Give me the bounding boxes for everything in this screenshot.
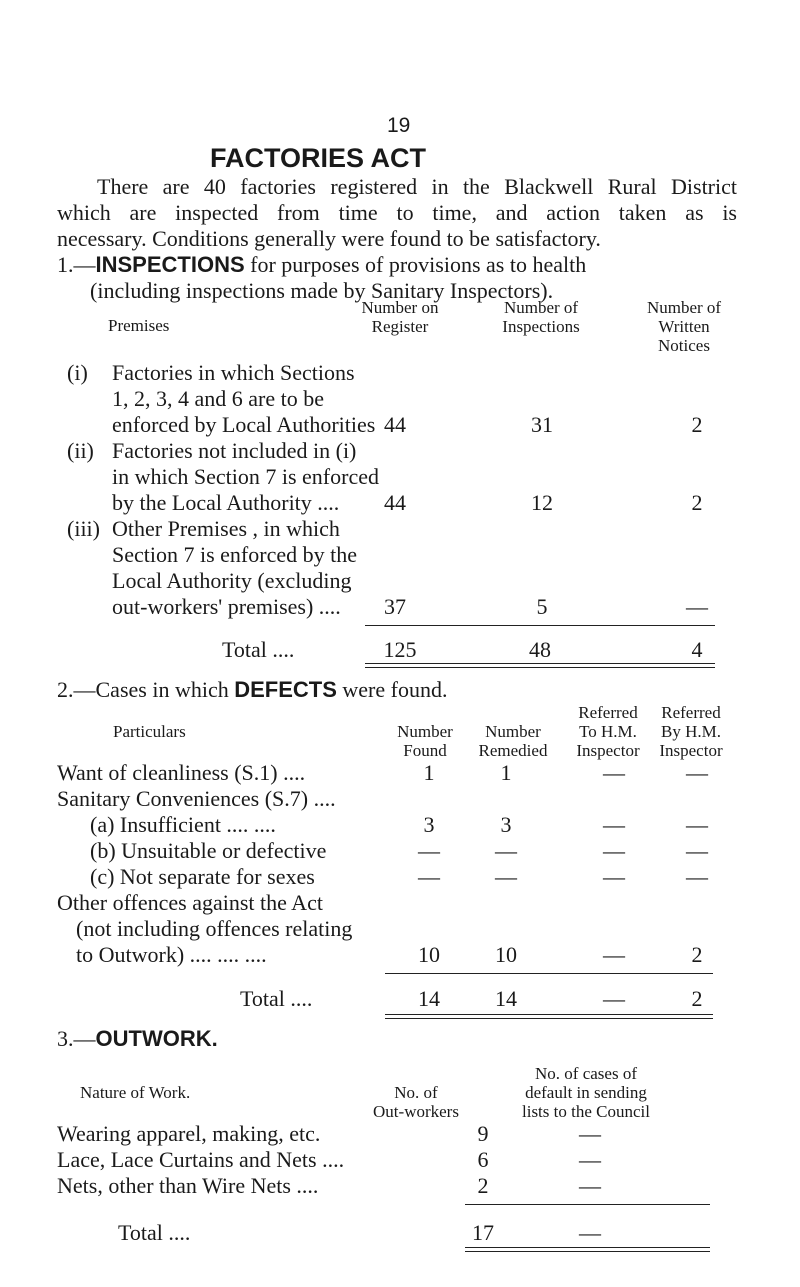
section-heading (57, 677, 447, 703)
page-title: FACTORIES ACT (210, 143, 427, 173)
cell-found: 1 (423, 760, 435, 785)
row-text: (b) Unsuitable or defective (90, 838, 327, 863)
row-text: Wearing apparel, making, etc. (57, 1121, 321, 1146)
section-heading (57, 252, 586, 278)
row-label: (i) (67, 360, 88, 385)
row-text: Other Premises , in which (112, 516, 340, 541)
row-text: enforced by Local Authorities (112, 412, 376, 437)
column-header-premises: Premises (108, 316, 170, 335)
cell-notices: 2 (691, 490, 703, 515)
cell-by-hm: — (686, 812, 708, 837)
total-inspections: 48 (529, 637, 551, 662)
column-header-outworkers: No. of Out-workers (373, 1083, 459, 1121)
cell-remedied: 3 (500, 812, 512, 837)
cell-found: — (418, 838, 440, 863)
section-title-rest: for purposes of provisions as to health (244, 252, 587, 277)
section-title-bold: DEFECTS (234, 677, 337, 702)
row-text: to Outwork) .... .... .... (76, 942, 267, 967)
row-text: Section 7 is enforced by the (112, 542, 357, 567)
cell-remedied: 10 (495, 942, 517, 967)
intro-line: necessary. Conditions generally were found to be satisfactory. (57, 226, 601, 251)
total-label: Total .... (240, 986, 313, 1011)
double-rule (465, 1247, 710, 1252)
cell-register: 37 (384, 594, 406, 619)
cell-inspections: 12 (531, 490, 553, 515)
total-remedied: 14 (495, 986, 517, 1011)
column-header-nature: Nature of Work. (80, 1083, 191, 1102)
total-label: Total .... (118, 1220, 191, 1245)
column-header-particulars: Particulars (113, 722, 186, 741)
cell-inspections: 5 (536, 594, 548, 619)
section-title-pre: Cases in which (95, 677, 235, 702)
cell-by-hm: — (686, 864, 708, 889)
section-number: 2.— (57, 677, 96, 702)
cell-notices: 2 (691, 412, 703, 437)
cell-to-hm: — (603, 812, 625, 837)
column-header-register: Number on Register (361, 298, 439, 336)
row-text: Factories in which Sections (112, 360, 355, 385)
row-text: in which Section 7 is enforced (112, 464, 379, 489)
total-by-hm: 2 (691, 986, 703, 1011)
total-rule (365, 625, 715, 626)
total-rule (465, 1204, 710, 1205)
cell-by-hm: 2 (691, 942, 703, 967)
section-number: 1.— (57, 252, 96, 277)
cell-found: 3 (423, 812, 435, 837)
section-title-bold: OUTWORK. (95, 1026, 218, 1051)
row-text: Local Authority (excluding (112, 568, 352, 593)
cell-remedied: — (495, 864, 517, 889)
cell-outworkers: 9 (477, 1121, 489, 1146)
cell-notices: — (686, 594, 708, 619)
total-to-hm: — (603, 986, 625, 1011)
row-text: by the Local Authority .... (112, 490, 340, 515)
cell-found: 10 (418, 942, 440, 967)
double-rule (385, 1014, 713, 1019)
section-title-post: were found. (336, 677, 448, 702)
cell-to-hm: — (603, 864, 625, 889)
row-label: (ii) (67, 438, 94, 463)
page-number: 19 (387, 114, 411, 137)
cell-outworkers: 6 (477, 1147, 489, 1172)
row-text: Want of cleanliness (S.1) .... (57, 760, 306, 785)
cell-register: 44 (384, 412, 406, 437)
double-rule (365, 663, 715, 668)
total-default: — (579, 1220, 601, 1245)
section-heading (57, 1026, 218, 1052)
row-text: (c) Not separate for sexes (90, 864, 315, 889)
cell-by-hm: — (686, 838, 708, 863)
row-text: 1, 2, 3, 4 and 6 are to be (112, 386, 324, 411)
cell-found: — (418, 864, 440, 889)
cell-default: — (579, 1173, 601, 1198)
cell-inspections: 31 (531, 412, 553, 437)
column-header-found: Number Found (397, 722, 453, 760)
row-text: Nets, other than Wire Nets .... (57, 1173, 319, 1198)
cell-to-hm: — (603, 942, 625, 967)
row-text: Sanitary Conveniences (S.7) .... (57, 786, 336, 811)
column-header-default: No. of cases of default in sending lists to the Council (522, 1064, 650, 1121)
row-text: Lace, Lace Curtains and Nets .... (57, 1147, 345, 1172)
column-header-to-hm: Referred To H.M. Inspector (576, 703, 640, 760)
cell-remedied: — (495, 838, 517, 863)
cell-by-hm: — (686, 760, 708, 785)
section-subtitle: (including inspections made by Sanitary Inspectors). (90, 278, 554, 303)
cell-register: 44 (384, 490, 406, 515)
cell-outworkers: 2 (477, 1173, 489, 1198)
row-text: out-workers' premises) .... (112, 594, 341, 619)
total-rule (385, 973, 713, 974)
row-text: (not including offences relating (76, 916, 353, 941)
cell-remedied: 1 (500, 760, 512, 785)
row-text: Factories not included in (i) (112, 438, 357, 463)
cell-default: — (579, 1147, 601, 1172)
total-label: Total .... (222, 637, 295, 662)
row-label: (iii) (67, 516, 100, 541)
intro-line: There are 40 factories registered in the Blackwell Rural District (97, 174, 737, 199)
section-title-bold: INSPECTIONS (95, 252, 245, 277)
total-outworkers: 17 (472, 1220, 494, 1245)
total-found: 14 (418, 986, 440, 1011)
section-number: 3.— (57, 1026, 96, 1051)
total-register: 125 (383, 637, 417, 662)
intro-line: which are inspected from time to time, and action taken as is (57, 200, 737, 225)
column-header-inspections: Number of Inspections (502, 298, 580, 336)
total-notices: 4 (691, 637, 703, 662)
column-header-notices: Number of Written Notices (646, 298, 722, 355)
cell-default: — (579, 1121, 601, 1146)
column-header-by-hm: Referred By H.M. Inspector (659, 703, 723, 760)
column-header-remedied: Number Remedied (478, 722, 548, 760)
row-text: Other offences against the Act (57, 890, 323, 915)
cell-to-hm: — (603, 838, 625, 863)
cell-to-hm: — (603, 760, 625, 785)
row-text: (a) Insufficient .... .... (90, 812, 276, 837)
